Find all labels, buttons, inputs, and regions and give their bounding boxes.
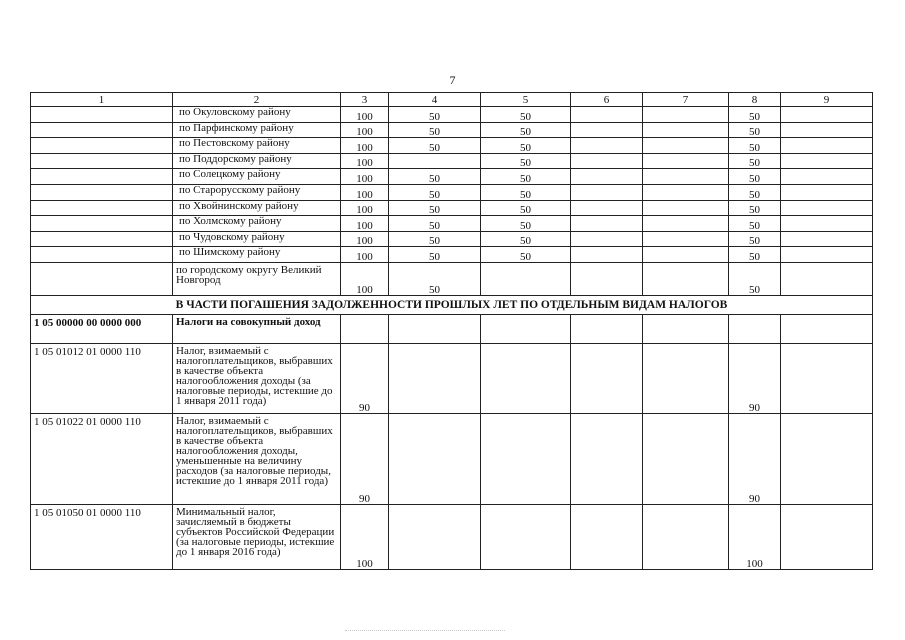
value-cell: 50 bbox=[389, 138, 481, 154]
table-row bbox=[31, 504, 873, 569]
value-cell: 100 bbox=[341, 184, 389, 200]
value-cell: 50 bbox=[729, 138, 781, 154]
value-cell: 90 bbox=[729, 413, 781, 504]
table-row bbox=[31, 200, 873, 216]
value-cell: 90 bbox=[341, 413, 389, 504]
value-cell bbox=[389, 504, 481, 569]
footer-mark bbox=[345, 630, 505, 632]
value-cell bbox=[643, 169, 729, 185]
value-cell: 50 bbox=[481, 184, 571, 200]
column-header: 2 bbox=[173, 93, 341, 107]
column-header: 4 bbox=[389, 93, 481, 107]
value-cell: 50 bbox=[389, 200, 481, 216]
value-cell: 100 bbox=[341, 138, 389, 154]
value-cell bbox=[643, 138, 729, 154]
value-cell: 100 bbox=[729, 504, 781, 569]
value-cell bbox=[781, 216, 873, 232]
table-row bbox=[31, 262, 873, 295]
value-cell: 50 bbox=[729, 184, 781, 200]
value-cell: 50 bbox=[481, 107, 571, 123]
value-cell bbox=[781, 314, 873, 343]
column-number-row bbox=[31, 93, 873, 107]
name-cell: по Хвойнинскому району bbox=[173, 200, 341, 216]
value-cell: 50 bbox=[729, 231, 781, 247]
table-row bbox=[31, 343, 873, 413]
value-cell: 50 bbox=[389, 247, 481, 263]
value-cell bbox=[481, 504, 571, 569]
value-cell bbox=[729, 314, 781, 343]
value-cell bbox=[781, 200, 873, 216]
name-cell: по Холмскому району bbox=[173, 216, 341, 232]
value-cell bbox=[571, 138, 643, 154]
table-row bbox=[31, 247, 873, 263]
value-cell: 50 bbox=[481, 200, 571, 216]
name-cell: по Поддорскому району bbox=[173, 153, 341, 169]
code-cell bbox=[31, 216, 173, 232]
name-cell: Минимальный налог, зачисляемый в бюджеты субъектов Российской Федерации (за налоговые периоды, истекшие до 1 января 2016 года) bbox=[173, 504, 341, 569]
value-cell: 50 bbox=[729, 153, 781, 169]
value-cell bbox=[571, 262, 643, 295]
value-cell: 50 bbox=[729, 247, 781, 263]
value-cell bbox=[643, 200, 729, 216]
value-cell: 100 bbox=[341, 200, 389, 216]
value-cell bbox=[571, 200, 643, 216]
value-cell bbox=[481, 262, 571, 295]
value-cell: 100 bbox=[341, 216, 389, 232]
value-cell bbox=[643, 262, 729, 295]
value-cell bbox=[781, 107, 873, 123]
value-cell bbox=[781, 231, 873, 247]
value-cell bbox=[571, 153, 643, 169]
table-row bbox=[31, 169, 873, 185]
name-cell: по городскому округу Великий Новгород bbox=[173, 262, 341, 295]
name-cell: по Солецкому району bbox=[173, 169, 341, 185]
value-cell bbox=[571, 231, 643, 247]
code-cell: 1 05 00000 00 0000 000 bbox=[31, 314, 173, 343]
table-row bbox=[31, 153, 873, 169]
value-cell: 100 bbox=[341, 262, 389, 295]
code-cell: 1 05 01022 01 0000 110 bbox=[31, 413, 173, 504]
column-header: 5 bbox=[481, 93, 571, 107]
name-cell: по Старорусскому району bbox=[173, 184, 341, 200]
code-cell bbox=[31, 122, 173, 138]
value-cell: 50 bbox=[481, 138, 571, 154]
value-cell: 100 bbox=[341, 122, 389, 138]
value-cell: 100 bbox=[341, 169, 389, 185]
table-row bbox=[31, 122, 873, 138]
value-cell bbox=[643, 153, 729, 169]
column-header: 6 bbox=[571, 93, 643, 107]
code-cell: 1 05 01012 01 0000 110 bbox=[31, 343, 173, 413]
table-row bbox=[31, 231, 873, 247]
value-cell bbox=[643, 247, 729, 263]
value-cell bbox=[781, 184, 873, 200]
value-cell bbox=[781, 413, 873, 504]
value-cell bbox=[643, 314, 729, 343]
code-cell bbox=[31, 184, 173, 200]
value-cell bbox=[781, 153, 873, 169]
value-cell bbox=[571, 314, 643, 343]
value-cell bbox=[571, 122, 643, 138]
table-row bbox=[31, 216, 873, 232]
name-cell: Налог, взимаемый с налогоплательщиков, выбравших в качестве объекта налогообложения доходы (за налоговые периоды, истекшие до 1 января 2011 года) bbox=[173, 343, 341, 413]
group-row bbox=[31, 314, 873, 343]
column-header: 8 bbox=[729, 93, 781, 107]
value-cell bbox=[781, 122, 873, 138]
value-cell bbox=[389, 153, 481, 169]
value-cell: 100 bbox=[341, 231, 389, 247]
value-cell: 50 bbox=[389, 107, 481, 123]
value-cell: 50 bbox=[389, 122, 481, 138]
value-cell bbox=[571, 504, 643, 569]
value-cell: 50 bbox=[481, 169, 571, 185]
value-cell bbox=[481, 314, 571, 343]
value-cell bbox=[643, 504, 729, 569]
value-cell bbox=[781, 262, 873, 295]
value-cell bbox=[781, 343, 873, 413]
table-row bbox=[31, 138, 873, 154]
value-cell bbox=[781, 504, 873, 569]
value-cell: 50 bbox=[389, 231, 481, 247]
code-cell bbox=[31, 262, 173, 295]
code-cell bbox=[31, 107, 173, 123]
value-cell: 50 bbox=[481, 231, 571, 247]
value-cell bbox=[571, 169, 643, 185]
value-cell bbox=[389, 413, 481, 504]
value-cell: 50 bbox=[729, 169, 781, 185]
value-cell: 100 bbox=[341, 153, 389, 169]
name-cell: по Пестовскому району bbox=[173, 138, 341, 154]
value-cell bbox=[481, 343, 571, 413]
code-cell: 1 05 01050 01 0000 110 bbox=[31, 504, 173, 569]
table-row bbox=[31, 107, 873, 123]
page-number: 7 bbox=[449, 73, 456, 87]
column-header: 1 bbox=[31, 93, 173, 107]
value-cell bbox=[571, 343, 643, 413]
value-cell bbox=[571, 107, 643, 123]
value-cell bbox=[389, 314, 481, 343]
value-cell: 50 bbox=[729, 200, 781, 216]
section-header-row bbox=[31, 295, 873, 314]
name-cell: по Чудовскому району bbox=[173, 231, 341, 247]
value-cell bbox=[481, 413, 571, 504]
name-cell: Налог, взимаемый с налогоплательщиков, выбравших в качестве объекта налогообложения доходы, уменьшенные на величину расходов (за налоговые периоды, истекшие до 1 января 2011 года) bbox=[173, 413, 341, 504]
value-cell bbox=[643, 107, 729, 123]
value-cell bbox=[571, 216, 643, 232]
value-cell: 50 bbox=[729, 216, 781, 232]
value-cell: 50 bbox=[389, 184, 481, 200]
value-cell: 100 bbox=[341, 504, 389, 569]
value-cell: 100 bbox=[341, 107, 389, 123]
name-cell: по Шимскому району bbox=[173, 247, 341, 263]
code-cell bbox=[31, 231, 173, 247]
value-cell: 50 bbox=[389, 216, 481, 232]
value-cell bbox=[389, 343, 481, 413]
value-cell: 50 bbox=[481, 122, 571, 138]
value-cell: 50 bbox=[481, 216, 571, 232]
name-cell: Налоги на совокупный доход bbox=[173, 314, 341, 343]
code-cell bbox=[31, 153, 173, 169]
tax-distribution-table bbox=[30, 92, 873, 570]
value-cell bbox=[341, 314, 389, 343]
value-cell bbox=[643, 231, 729, 247]
table-row bbox=[31, 184, 873, 200]
value-cell bbox=[643, 413, 729, 504]
value-cell: 100 bbox=[341, 247, 389, 263]
table-row bbox=[31, 413, 873, 504]
value-cell: 50 bbox=[729, 122, 781, 138]
code-cell bbox=[31, 138, 173, 154]
value-cell: 50 bbox=[481, 153, 571, 169]
name-cell: по Окуловскому району bbox=[173, 107, 341, 123]
value-cell bbox=[781, 138, 873, 154]
column-header: 9 bbox=[781, 93, 873, 107]
value-cell: 90 bbox=[729, 343, 781, 413]
section-title: В ЧАСТИ ПОГАШЕНИЯ ЗАДОЛЖЕННОСТИ ПРОШЛЫХ ЛЕТ ПО ОТДЕЛЬНЫМ ВИДАМ НАЛОГОВ bbox=[31, 295, 873, 314]
value-cell bbox=[571, 247, 643, 263]
value-cell bbox=[571, 413, 643, 504]
value-cell bbox=[643, 216, 729, 232]
value-cell: 90 bbox=[341, 343, 389, 413]
value-cell: 50 bbox=[481, 247, 571, 263]
code-cell bbox=[31, 169, 173, 185]
value-cell bbox=[643, 184, 729, 200]
value-cell bbox=[781, 169, 873, 185]
value-cell: 50 bbox=[729, 107, 781, 123]
column-header: 7 bbox=[643, 93, 729, 107]
value-cell: 50 bbox=[729, 262, 781, 295]
value-cell: 50 bbox=[389, 169, 481, 185]
value-cell bbox=[781, 247, 873, 263]
name-cell: по Парфинскому району bbox=[173, 122, 341, 138]
value-cell bbox=[643, 122, 729, 138]
value-cell bbox=[643, 343, 729, 413]
value-cell: 50 bbox=[389, 262, 481, 295]
column-header: 3 bbox=[341, 93, 389, 107]
value-cell bbox=[571, 184, 643, 200]
code-cell bbox=[31, 200, 173, 216]
code-cell bbox=[31, 247, 173, 263]
